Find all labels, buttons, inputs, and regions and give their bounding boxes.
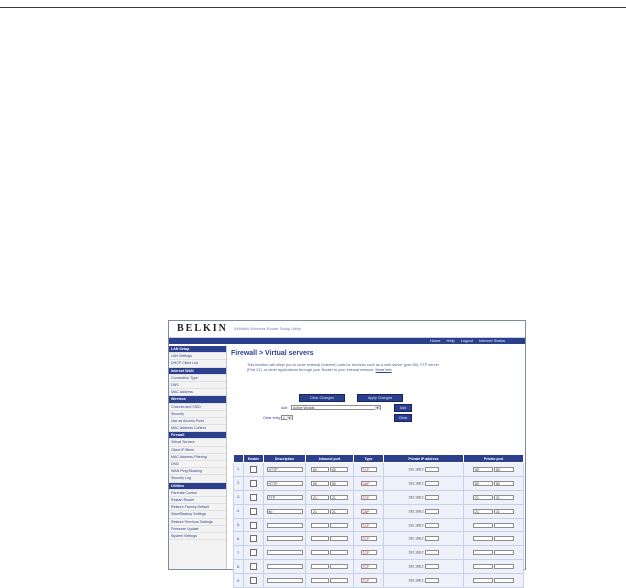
sidebar-item[interactable]: Client IP filters: [169, 447, 226, 454]
inbound-port-start-input[interactable]: [311, 578, 329, 583]
main-content: [229, 346, 523, 584]
inbound-port-end-input[interactable]: 80: [330, 481, 348, 486]
description-cell: [264, 574, 306, 588]
private-port-start-input[interactable]: [473, 578, 493, 583]
row-number: 4.: [234, 504, 244, 518]
private-port-cell: [464, 574, 524, 588]
enable-cell: [244, 532, 264, 546]
private-ip-input[interactable]: [425, 536, 439, 541]
inbound-port-cell: [306, 560, 354, 574]
row-number: 5.: [234, 518, 244, 532]
type-select[interactable]: TCP: [361, 523, 377, 528]
private-port-start-input[interactable]: 80: [473, 467, 493, 472]
clear-entry-label: Clear entry: [263, 416, 281, 420]
private-port-start-input[interactable]: [473, 536, 493, 541]
col-header-type: Type: [354, 455, 384, 463]
enable-checkbox[interactable]: [250, 494, 257, 501]
description-cell: [264, 560, 306, 574]
sidebar-item[interactable]: Virtual Servers: [169, 439, 226, 446]
page-description: [247, 363, 447, 373]
type-select[interactable]: TCP: [361, 550, 377, 555]
type-select[interactable]: TCP: [361, 578, 377, 583]
enable-cell: [244, 518, 264, 532]
clear-button[interactable]: Clear: [394, 414, 412, 422]
description-input[interactable]: HTTP: [267, 481, 303, 486]
type-cell: [354, 532, 384, 546]
tagline: 54Mbit/s Wireless Router Setup Utility: [234, 326, 302, 331]
private-port-start-input[interactable]: 21: [473, 495, 493, 500]
row-number: 3.: [234, 490, 244, 504]
sidebar-menu: [169, 346, 227, 569]
table-row: [234, 476, 524, 490]
type-cell: [354, 490, 384, 504]
col-header-enable: Enable: [244, 455, 264, 463]
enable-checkbox[interactable]: [250, 577, 257, 584]
ip-prefix: 192.168.2.: [408, 578, 425, 583]
top-nav-link[interactable]: Help: [446, 338, 455, 343]
table-row: [234, 490, 524, 504]
table-row: [234, 504, 524, 518]
private-port-cell: [464, 518, 524, 532]
sidebar-section-header: LAN Setup: [169, 346, 226, 353]
page-title: Firewall > Virtual servers: [231, 350, 314, 357]
sidebar-item[interactable]: Save/Backup Settings: [169, 511, 226, 518]
inbound-port-start-input[interactable]: [311, 523, 329, 528]
sidebar-item[interactable]: Restore Previous Settings: [169, 519, 226, 526]
description-cell: [264, 476, 306, 490]
enable-cell: [244, 574, 264, 588]
inbound-port-end-input[interactable]: 21: [330, 495, 348, 500]
inbound-port-start-input[interactable]: 80: [311, 481, 329, 486]
enable-checkbox[interactable]: [250, 522, 257, 529]
sidebar-section-header: Wireless: [169, 396, 226, 403]
enable-checkbox[interactable]: [250, 480, 257, 487]
type-cell: [354, 463, 384, 477]
inbound-port-start-input[interactable]: 21: [311, 509, 329, 514]
private-ip-input[interactable]: [425, 495, 439, 500]
private-port-end-input[interactable]: 21: [494, 509, 514, 514]
sidebar-item[interactable]: LAN Settings: [169, 353, 226, 360]
private-port-start-input[interactable]: 80: [473, 481, 493, 486]
type-cell: [354, 504, 384, 518]
type-cell: [354, 574, 384, 588]
type-select[interactable]: UDP: [361, 481, 377, 486]
row-number: 8.: [234, 560, 244, 574]
inbound-port-cell: [306, 546, 354, 560]
sidebar-section-header: Utilities: [169, 483, 226, 490]
page-top-rule: [0, 7, 626, 8]
sidebar-item[interactable]: DMZ: [169, 461, 226, 468]
table-row: [234, 560, 524, 574]
enable-cell: [244, 476, 264, 490]
add-button[interactable]: Add: [394, 404, 412, 412]
sidebar-item[interactable]: Security: [169, 411, 226, 418]
top-nav-link[interactable]: Home: [429, 338, 441, 343]
private-ip-cell: [384, 504, 464, 518]
enable-checkbox[interactable]: [250, 508, 257, 515]
sidebar-item[interactable]: Firmware Update: [169, 526, 226, 533]
description-input[interactable]: [267, 550, 303, 555]
inbound-port-cell: [306, 476, 354, 490]
ip-prefix: 192.168.2.: [408, 564, 425, 569]
row-number: 6.: [234, 532, 244, 546]
private-port-start-input[interactable]: [473, 523, 493, 528]
inbound-port-end-input[interactable]: 80: [330, 467, 348, 472]
router-window: [168, 320, 526, 584]
private-port-end-input[interactable]: 80: [494, 467, 514, 472]
col-header-inbound-port: Inbound port: [306, 455, 354, 463]
private-ip-cell: [384, 476, 464, 490]
type-cell: [354, 546, 384, 560]
add-service-value: Active Worlds: [293, 406, 315, 410]
add-label: Add: [281, 406, 288, 410]
table-header-row: [234, 455, 524, 463]
sidebar-item[interactable]: DNS: [169, 382, 226, 389]
description-input[interactable]: [267, 578, 303, 583]
inbound-port-end-input[interactable]: [330, 536, 348, 541]
type-select[interactable]: TCP: [361, 495, 377, 500]
private-port-end-input[interactable]: 80: [494, 481, 514, 486]
private-ip-input[interactable]: [425, 564, 439, 569]
top-nav-links: [424, 338, 505, 344]
enable-checkbox[interactable]: [250, 563, 257, 570]
clear-entry-value: 1: [283, 416, 285, 420]
sidebar-section-header: Firewall: [169, 432, 226, 439]
inbound-port-start-input[interactable]: 80: [311, 467, 329, 472]
inbound-port-end-input[interactable]: 21: [330, 509, 348, 514]
enable-checkbox[interactable]: [250, 466, 257, 473]
col-header-num: [234, 455, 244, 463]
sidebar-item[interactable]: Use as Access Point: [169, 418, 226, 425]
private-ip-cell: [384, 518, 464, 532]
clear-changes-button[interactable]: Clear Changes: [299, 394, 345, 402]
table-row: [234, 463, 524, 477]
apply-changes-button[interactable]: Apply Changes: [357, 394, 403, 402]
private-port-start-input[interactable]: [473, 550, 493, 555]
enable-cell: [244, 560, 264, 574]
description-cell: [264, 463, 306, 477]
inbound-port-start-input[interactable]: [311, 564, 329, 569]
inbound-port-cell: [306, 490, 354, 504]
chevron-down-icon: ▼: [376, 406, 379, 410]
private-ip-input[interactable]: [425, 578, 439, 583]
private-port-end-input[interactable]: 21: [494, 495, 514, 500]
description-input[interactable]: ftp: [267, 509, 303, 514]
private-port-cell: [464, 476, 524, 490]
private-port-cell: [464, 560, 524, 574]
ip-prefix: 192.168.2.: [408, 536, 425, 541]
private-port-cell: [464, 532, 524, 546]
private-port-end-input[interactable]: [494, 578, 514, 583]
row-number: 1.: [234, 463, 244, 477]
enable-cell: [244, 546, 264, 560]
private-ip-input[interactable]: [425, 467, 439, 472]
inbound-port-cell: [306, 574, 354, 588]
enable-cell: [244, 504, 264, 518]
inbound-port-end-input[interactable]: [330, 578, 348, 583]
sidebar-item[interactable]: Connection Type: [169, 375, 226, 382]
sidebar-section-header: Internet WAN: [169, 368, 226, 375]
private-ip-cell: [384, 490, 464, 504]
private-ip-input[interactable]: [425, 550, 439, 555]
private-port-cell: [464, 490, 524, 504]
table-row: [234, 532, 524, 546]
sidebar-item[interactable]: MAC Address Control: [169, 425, 226, 432]
ip-prefix: 192.168.2.: [408, 522, 425, 527]
more-info-link[interactable]: More Info: [375, 368, 392, 372]
top-nav-link[interactable]: Logout: [460, 338, 473, 343]
ip-prefix: 192.168.2.: [408, 509, 425, 514]
enable-cell: [244, 490, 264, 504]
private-ip-cell: [384, 532, 464, 546]
sidebar-item[interactable]: WAN Ping Blocking: [169, 468, 226, 475]
type-select[interactable]: TCP: [361, 536, 377, 541]
table-row: [234, 518, 524, 532]
top-nav: [169, 338, 525, 344]
sidebar-item[interactable]: System Settings: [169, 533, 226, 540]
private-port-end-input[interactable]: [494, 523, 514, 528]
private-port-end-input[interactable]: [494, 564, 514, 569]
inbound-port-end-input[interactable]: [330, 550, 348, 555]
ip-prefix: 192.168.2.: [408, 550, 425, 555]
sidebar-item[interactable]: MAC Address Filtering: [169, 454, 226, 461]
type-cell: [354, 518, 384, 532]
enable-cell: [244, 463, 264, 477]
type-cell: [354, 560, 384, 574]
private-ip-input[interactable]: [425, 523, 439, 528]
description-input[interactable]: FTP: [267, 495, 303, 500]
inbound-port-end-input[interactable]: [330, 564, 348, 569]
top-nav-link[interactable]: Internet Status: [478, 338, 505, 343]
type-select[interactable]: TCP: [361, 564, 377, 569]
private-ip-cell: [384, 574, 464, 588]
private-port-end-input[interactable]: [494, 536, 514, 541]
clear-entry-select[interactable]: [281, 415, 293, 420]
sidebar-item[interactable]: Parental Control: [169, 490, 226, 497]
description-input[interactable]: HTTP: [267, 467, 303, 472]
inbound-port-cell: [306, 504, 354, 518]
description-cell: [264, 518, 306, 532]
private-port-start-input[interactable]: 21: [473, 509, 493, 514]
chevron-down-icon: ▼: [288, 416, 291, 420]
private-ip-cell: [384, 463, 464, 477]
sidebar-item[interactable]: Restart Router: [169, 497, 226, 504]
row-number: 9.: [234, 574, 244, 588]
sidebar-item[interactable]: Security Log: [169, 475, 226, 482]
virtual-servers-table: [233, 454, 524, 588]
inbound-port-start-input[interactable]: 21: [311, 495, 329, 500]
description-input[interactable]: [267, 536, 303, 541]
private-port-cell: [464, 504, 524, 518]
ip-prefix: 192.168.2.: [408, 481, 425, 486]
ip-prefix: 192.168.2.: [408, 495, 425, 500]
description-cell: [264, 546, 306, 560]
description-cell: [264, 532, 306, 546]
description-input[interactable]: [267, 523, 303, 528]
description-text: This function will allow you to route external (Internet) calls for services such as a web server (port 80), FTP server (Port 21), or other applications through your Router to your internal network.: [247, 363, 439, 372]
col-header-private-ip: Private IP address: [384, 455, 464, 463]
private-ip-cell: [384, 560, 464, 574]
private-port-cell: [464, 546, 524, 560]
add-service-select[interactable]: [291, 405, 381, 410]
private-port-start-input[interactable]: [473, 564, 493, 569]
private-ip-input[interactable]: [425, 509, 439, 514]
sidebar-item[interactable]: DHCP Client List: [169, 360, 226, 367]
private-port-end-input[interactable]: [494, 550, 514, 555]
sidebar-item[interactable]: MAC Address: [169, 389, 226, 396]
type-cell: [354, 476, 384, 490]
ip-prefix: 192.168.2.: [408, 467, 425, 472]
private-port-cell: [464, 463, 524, 477]
private-ip-input[interactable]: [425, 481, 439, 486]
sidebar-item[interactable]: Channel and SSID: [169, 404, 226, 411]
inbound-port-cell: [306, 532, 354, 546]
col-header-description: Description: [264, 455, 306, 463]
enable-checkbox[interactable]: [250, 549, 257, 556]
private-ip-cell: [384, 546, 464, 560]
description-input[interactable]: [267, 564, 303, 569]
inbound-port-end-input[interactable]: [330, 523, 348, 528]
table-row: [234, 546, 524, 560]
inbound-port-cell: [306, 463, 354, 477]
enable-checkbox[interactable]: [250, 535, 257, 542]
table-row: [234, 574, 524, 588]
inbound-port-cell: [306, 518, 354, 532]
description-cell: [264, 504, 306, 518]
inbound-port-start-input[interactable]: [311, 536, 329, 541]
description-cell: [264, 490, 306, 504]
type-select[interactable]: UDP: [361, 509, 377, 514]
col-header-private-port: Private port: [464, 455, 524, 463]
sidebar-item[interactable]: Restore Factory Default: [169, 504, 226, 511]
logo-bar: [169, 321, 525, 338]
brand-logo: BELKIN: [177, 323, 228, 334]
inbound-port-start-input[interactable]: [311, 550, 329, 555]
row-number: 2.: [234, 476, 244, 490]
type-select[interactable]: TCP: [361, 467, 377, 472]
row-number: 7.: [234, 546, 244, 560]
